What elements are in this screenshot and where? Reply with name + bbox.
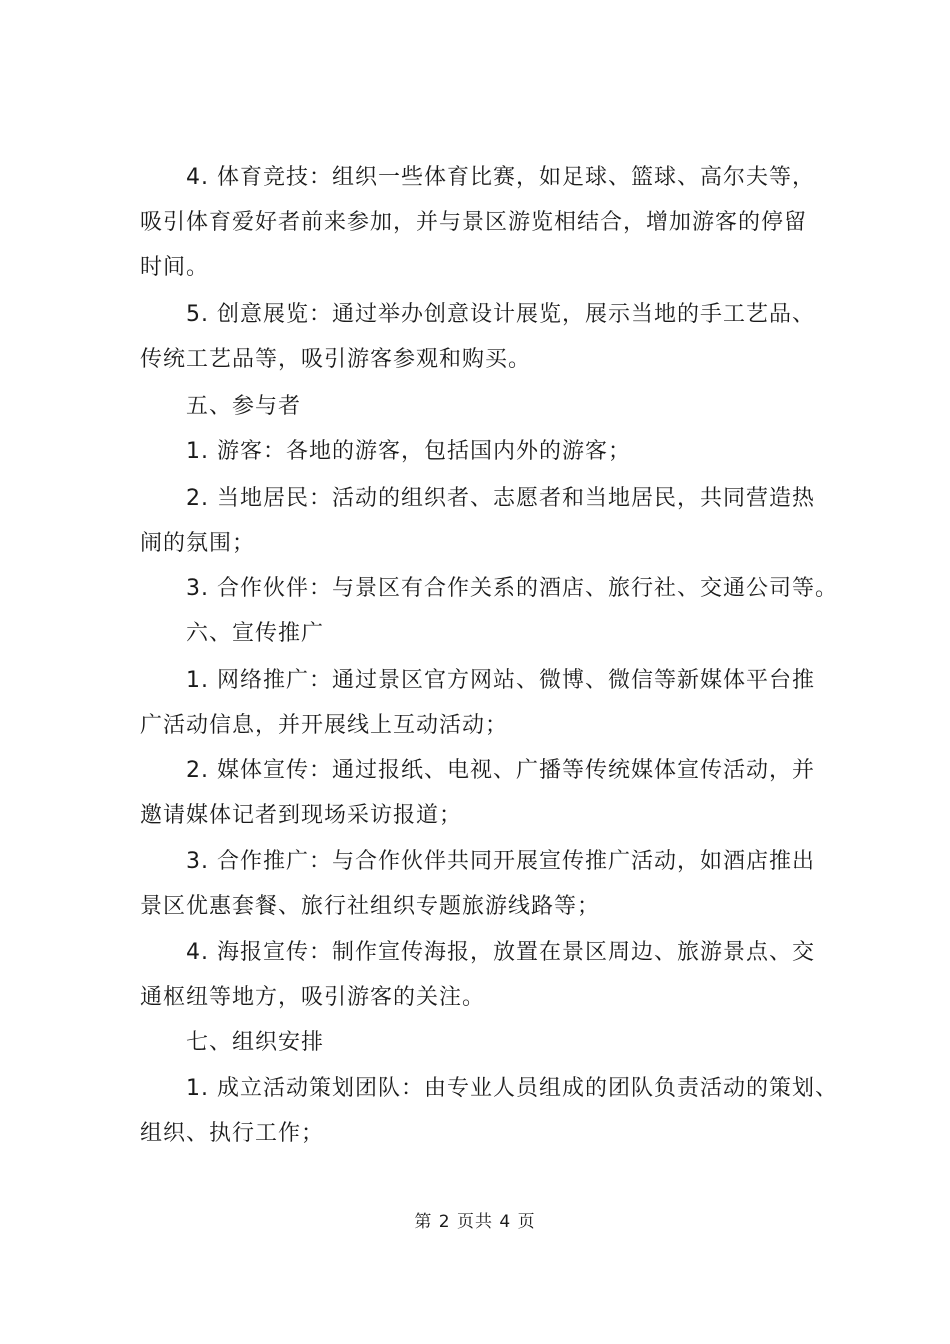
section-heading: 六、宣传推广 xyxy=(186,621,325,646)
paragraph-line: 吸引体育爱好者前来参加，并与景区游览相结合，增加游客的停留 xyxy=(140,210,808,235)
paragraph-line: 景区优惠套餐、旅行社组织专题旅游线路等； xyxy=(140,894,601,919)
paragraph-line: 1. 网络推广：通过景区官方网站、微博、微信等新媒体平台推 xyxy=(186,668,815,693)
paragraph-line: 2. 当地居民：活动的组织者、志愿者和当地居民，共同营造热 xyxy=(186,486,815,511)
paragraph-line: 通枢纽等地方，吸引游客的关注。 xyxy=(140,985,486,1010)
section-heading: 五、参与者 xyxy=(186,394,302,419)
section-heading: 七、组织安排 xyxy=(186,1030,325,1055)
paragraph-line: 4. 体育竞技：组织一些体育比赛，如足球、篮球、高尔夫等， xyxy=(186,165,815,190)
paragraph-line: 闹的氛围； xyxy=(140,531,256,556)
paragraph-line: 邀请媒体记者到现场采访报道； xyxy=(140,803,463,828)
paragraph-line: 1. 成立活动策划团队：由专业人员组成的团队负责活动的策划、 xyxy=(186,1076,838,1101)
paragraph-line: 传统工艺品等，吸引游客参观和购买。 xyxy=(140,347,532,372)
paragraph-line: 广活动信息，并开展线上互动活动； xyxy=(140,713,509,738)
paragraph-line: 5. 创意展览：通过举办创意设计展览，展示当地的手工艺品、 xyxy=(186,302,815,327)
paragraph-line: 4. 海报宣传：制作宣传海报，放置在景区周边、旅游景点、交 xyxy=(186,940,815,965)
paragraph-line: 3. 合作伙伴：与景区有合作关系的酒店、旅行社、交通公司等。 xyxy=(186,576,838,601)
paragraph-line: 组织、执行工作； xyxy=(140,1121,325,1146)
paragraph-line: 时间。 xyxy=(140,255,210,280)
paragraph-line: 3. 合作推广：与合作伙伴共同开展宣传推广活动，如酒店推出 xyxy=(186,849,815,874)
paragraph-line: 2. 媒体宣传：通过报纸、电视、广播等传统媒体宣传活动，并 xyxy=(186,758,815,783)
paragraph-line: 1. 游客：各地的游客，包括国内外的游客； xyxy=(186,439,631,464)
page-footer: 第 2 页共 4 页 xyxy=(414,1212,536,1232)
